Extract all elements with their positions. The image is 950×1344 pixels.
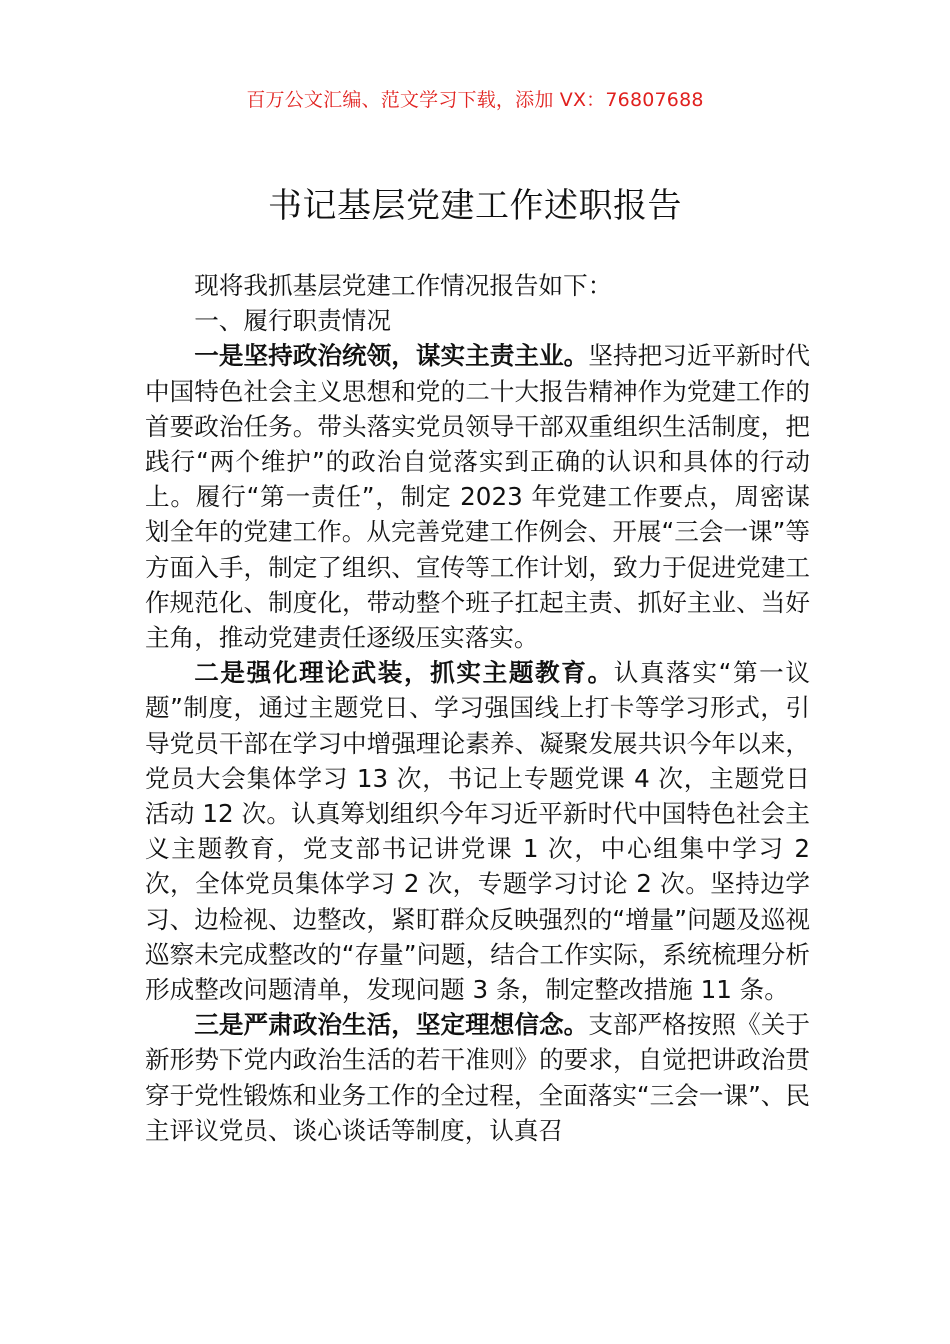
paragraph-1	[145, 338, 810, 655]
paragraph-3-lead: 三是严肃政治生活，坚定理想信念。	[194, 1010, 589, 1040]
paragraph-2-text: 认真落实“第一议题”制度，通过主题党日、学习强国线上打卡等学习形式，引导党员干部在学习中增强理论素养、凝聚发展共识今年以来，党员大会集体学习 13 次，书记上专题党课 4 次，主题党日活动 12 次。认真筹划组织今年习近平新时代中国特色社会主义主题教育，党支部书记讲党课 1 次，中心组集中学习 2 次，全体党员集体学习 2 次，专题学习讨论 2 次。坚持边学习、边检视、边整改，紧盯群众反映强烈的“增量”问题及巡视巡察未完成整改的“存量”问题，结合工作实际，系统梳理分析形成整改问题清单，发现问题 3 条，制定整改措施 11 条。	[145, 658, 810, 1005]
paragraph-1-lead: 一是坚持政治统领，谋实主责主业。	[194, 341, 589, 371]
paragraph-3-text: 支部严格按照《关于新形势下党内政治生活的若干准则》的要求，自觉把讲政治贯穿于党性锻炼和业务工作的全过程，全面落实“三会一课”、民主评议党员、谈心谈话等制度，认真召	[145, 1010, 810, 1145]
paragraph-3	[145, 1007, 810, 1148]
paragraph-2-lead: 二是强化理论武装，抓实主题教育。	[194, 658, 614, 688]
document-body	[145, 268, 810, 1148]
paragraph-1-text: 坚持把习近平新时代中国特色社会主义思想和党的二十大报告精神作为党建工作的首要政治任务。带头落实党员领导干部双重组织生活制度，把践行“两个维护”的政治自觉落实到正确的认识和具体的行动上。履行“第一责任”，制定 2023 年党建工作要点，周密谋划全年的党建工作。从完善党建工作例会、开展“三会一课”等方面入手，制定了组织、宣传等工作计划，致力于促进党建工作规范化、制度化，带动整个班子扛起主责、抓好主业、当好主角，推动党建责任逐级压实落实。	[145, 341, 810, 653]
section-heading: 一、履行职责情况	[194, 306, 391, 336]
promo-banner: 百万公文汇编、范文学习下载，添加 VX：76807688	[246, 89, 704, 111]
intro-paragraph: 现将我抓基层党建工作情况报告如下：	[194, 271, 613, 300]
document-title: 书记基层党建工作述职报告	[268, 186, 682, 226]
paragraph-2	[145, 655, 810, 1007]
